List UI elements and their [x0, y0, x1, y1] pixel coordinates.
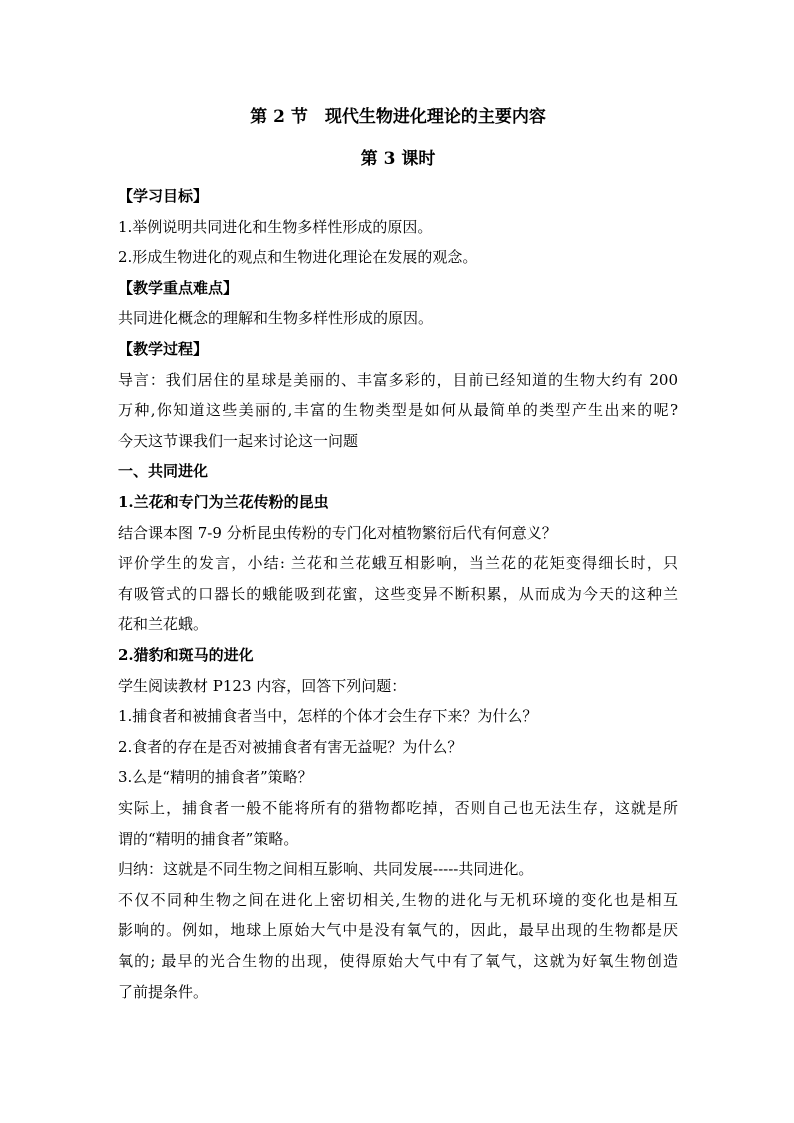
text-line: 1.举例说明共同进化和生物多样性形成的原因。 [118, 217, 433, 236]
text-line: 1.捕食者和被捕食者当中，怎样的个体才会生存下来？为什么？ [118, 707, 538, 726]
text-line: 谓的“精明的捕食者”策略。 [118, 829, 299, 848]
text-line: 共同进化概念的理解和生物多样性形成的原因。 [118, 309, 434, 328]
text-line: 花和兰花蛾。 [118, 615, 209, 634]
text-line: 有吸管式的口器长的蛾能吸到花蜜，这些变异不断积累，从而成为今天的这种兰 [118, 584, 678, 603]
text-line: 氧的; 最早的光合生物的出现，使得原始大气中有了氧气，这就为好氧生物创造 [118, 952, 678, 970]
text-line: 评价学生的发言，小结: 兰花和兰花蛾互相影响，当兰花的花矩变得细长时，只 [118, 554, 678, 573]
section-heading: 1.兰花和专门为兰花传粉的昆虫 [118, 493, 329, 511]
text-line: 结合课本图 7-9 分析昆虫传粉的专门化对植物繁衍后代有何意义？ [118, 523, 557, 542]
section-heading: 【教学重点难点】 [118, 278, 239, 297]
text-line: 万种,你知道这些美丽的,丰富的生物类型是如何从最简单的类型产生出来的呢? [118, 401, 678, 420]
text-line: 2.食者的存在是否对被捕食者有害无益呢？为什么？ [118, 737, 463, 756]
section-heading: 【学习目标】 [118, 187, 209, 205]
text-line: 实际上，捕食者一般不能将所有的猎物都吃掉，否则自己也无法生存，这就是所 [118, 799, 678, 817]
text-line: 今天这节课我们一起来讨论这一问题 [118, 431, 359, 450]
section-heading: 2.猎豹和斑马的进化 [118, 646, 254, 664]
text-line: 3.么是“精明的捕食者”策略？ [118, 768, 313, 787]
text-line: 2.形成生物进化的观点和生物进化理论在发展的观念。 [118, 248, 478, 267]
page-title: 第 2 节 现代生物进化理论的主要内容 [250, 107, 546, 127]
text-line: 学生阅读教材 P123 内容，回答下列问题： [118, 676, 407, 695]
text-line: 导言：我们居住的星球是美丽的、丰富多彩的，目前已经知道的生物大约有 200 [118, 370, 678, 389]
text-line: 归纳：这就是不同生物之间相互影响、共同发展-----共同进化。 [118, 860, 534, 879]
section-heading: 【教学过程】 [118, 340, 209, 358]
section-heading: 一、共同进化 [118, 462, 209, 481]
page-subtitle: 第 3 课时 [360, 149, 436, 169]
text-line: 了前提条件。 [118, 982, 209, 1001]
text-line: 影响的。例如，地球上原始大气中是没有氧气的，因此，最早出现的生物都是厌 [118, 921, 678, 940]
text-line: 不仅不同种生物之间在进化上密切相关,生物的进化与无机环境的变化也是相互 [118, 890, 678, 909]
